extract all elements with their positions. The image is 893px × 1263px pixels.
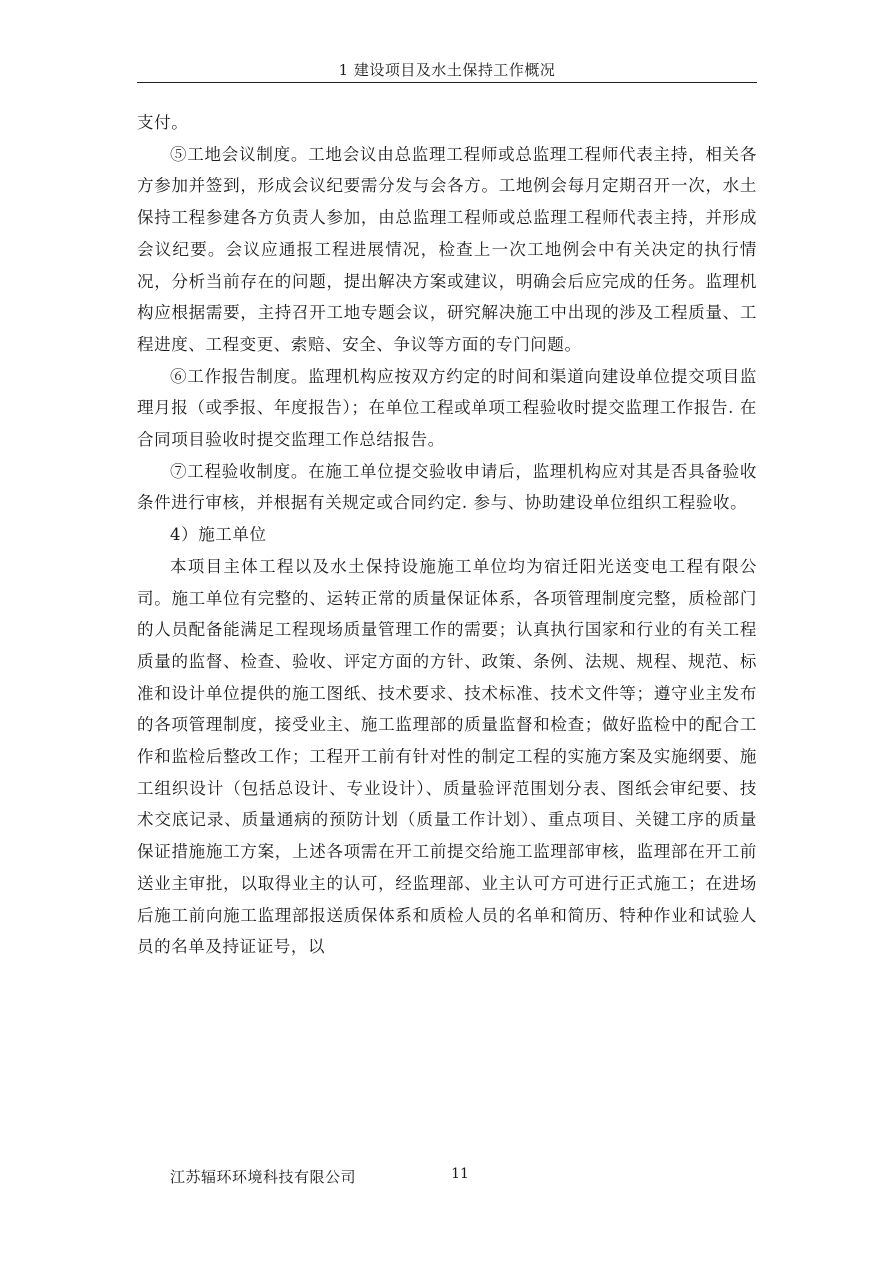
paragraph-continuation: 支付。 <box>137 113 189 132</box>
paragraph-work-report-system: ⑥工作报告制度。监理机构应按双方约定的时间和渠道向建设单位提交项目监理月报（或季报、年度报告）；在单位工程或单项工程验收时提交监理工作报告. 在合同项目验收时提交监理工作总结报告。 <box>137 366 757 450</box>
paragraph-construction-unit: 本项目主体工程以及水土保持设施施工单位均为宿迁阳光送变电工程有限公司。施工单位有完整的、运转正常的质量保证体系，各项管理制度完整，质检部门的人员配备能满足工程现场质量管理工作的需要；认真执行国家和行业的有关工程质量的监督、检查、验收、评定方面的方针、政策、条例、法规、规程、规范、标准和设计单位提供的施工图纸、技术要求、技术标准、技术文件等；遵守业主发布的各项管理制度，接受业主、施工监理部的质量监督和检查；做好监检中的配合工作和监检后整改工作；工程开工前有针对性的制定工程的实施方案及实施纲要、施工组织设计（包括总设计、专业设计）、质量验评范围划分表、图纸会审纪要、技术交底记录、质量通病的预防计划（质量工作计划）、重点项目、关键工序的质量保证措施施工方案，上述各项需在开工前提交给施工监理部审核，监理部在开工前送业主审批，以取得业主的认可，经监理部、业主认可方可进行正式施工；在进场后施工前向施工监理部报送质保体系和质检人员的名单和简历、特种作业和试验人员的名单及持证证号，以 <box>137 556 757 957</box>
body-text <box>137 107 757 963</box>
paragraph-acceptance-system: ⑦工程验收制度。在施工单位提交验收申请后，监理机构应对其是否具备验收条件进行审核，并根据有关规定或合同约定. 参与、协助建设单位组织工程验收。 <box>137 461 757 513</box>
running-header: 1 建设项目及水土保持工作概况 <box>338 61 556 79</box>
section-heading-construction-unit: 4）施工单位 <box>170 525 267 545</box>
header-divider <box>137 82 757 83</box>
footer-company-name: 江苏辐环环境科技有限公司 <box>170 1168 357 1186</box>
paragraph-site-meeting-system: ⑤工地会议制度。工地会议由总监理工程师或总监理工程师代表主持，相关各方参加并签到，形成会议纪要需分发与会各方。工地例会每月定期召开一次，水土保持工程参建各方负责人参加，由总监理工程师或总监理工程师代表主持，并形成会议纪要。会议应通报工程进展情况，检查上一次工地例会中有关决定的执行情况，分析当前存在的问题，提出解决方案或建议，明确会后应完成的任务。监理机构应根据需要，主持召开工地专题会议，研究解决施工中出现的涉及工程质量、工程进度、工程变更、索赔、安全、争议等方面的专门问题。 <box>137 144 757 354</box>
page-number: 11 <box>451 1166 469 1182</box>
